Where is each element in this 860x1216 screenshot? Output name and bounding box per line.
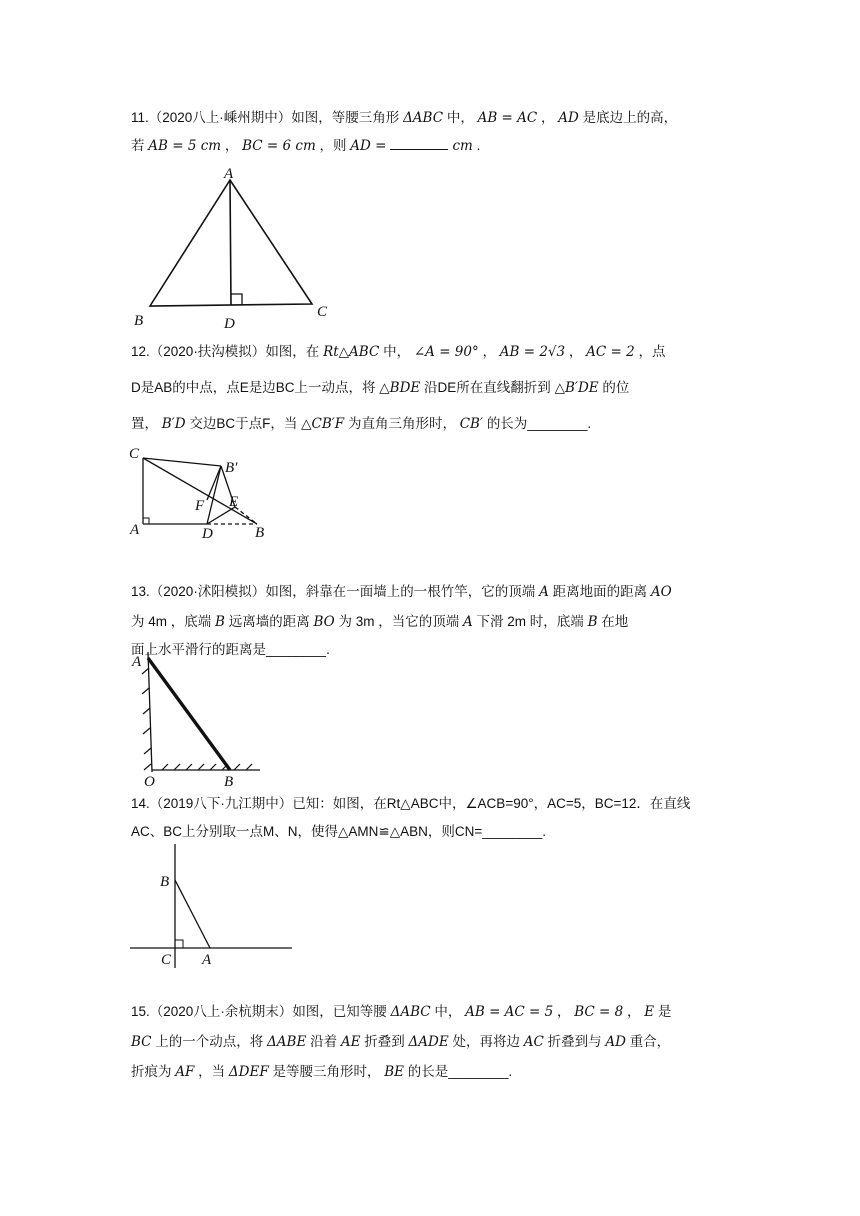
q11-text: ， xyxy=(541,110,555,125)
label-d: D xyxy=(224,316,235,332)
q12-line-2 xyxy=(131,374,731,402)
question-14 xyxy=(131,790,731,846)
q13-math: BO xyxy=(313,614,335,630)
q12-source: （2020·扶沟模拟） xyxy=(149,344,266,359)
q15-math: ΔDEF xyxy=(228,1064,269,1080)
q15-text: 处，再将边 xyxy=(452,1034,520,1049)
q15-math: AF xyxy=(175,1064,195,1080)
q12-math: B′D xyxy=(161,416,186,432)
q11-text: ， xyxy=(224,138,239,153)
q11-line-2 xyxy=(131,132,731,160)
altitude-ad xyxy=(230,180,231,305)
q15-math: BC = 8 xyxy=(574,1004,624,1020)
q14-text: AC、BC上分别取一点M、N，使得△AMN≌△ABN，则CN=________. xyxy=(131,824,547,839)
right-angle-mark xyxy=(231,294,242,305)
label-c: C xyxy=(129,446,140,462)
label-a: A xyxy=(130,522,140,538)
q15-math: AD xyxy=(605,1034,626,1050)
label-d: D xyxy=(202,526,213,540)
q11-math: AB = 5 cm xyxy=(148,138,222,154)
label-c: C xyxy=(161,952,172,968)
q12-math: △BDE xyxy=(379,380,421,396)
q12-line-1: 12.（2020·扶沟模拟）如图，在 Rt△ABC 中， ∠A = 90° ， AB = 2√3 ， AC = 2 ，点 xyxy=(131,344,666,360)
q15-line-1: 15.（2020八上·余杭期末）如图，已知等腰 ΔABC 中， AB = AC = 5 ， BC = 8 ， E 是 xyxy=(131,1004,672,1020)
q11-source: （2020八上·嵊州期中） xyxy=(148,110,292,125)
q13-math: B xyxy=(215,614,225,630)
question-11 xyxy=(131,104,731,160)
q15-text: 的长是________. xyxy=(407,1064,513,1079)
q15-text: 重合， xyxy=(629,1034,671,1049)
q11-text: 是底边上的高， xyxy=(582,110,678,125)
q13-text: 面上水平滑行的距离是________. xyxy=(131,642,330,657)
q15-number: 15. xyxy=(131,1004,150,1019)
q13-math: AO xyxy=(650,584,672,600)
q12-text: 的位 xyxy=(602,380,630,395)
q11-math: AD = xyxy=(350,138,387,154)
q13-text: 在地 xyxy=(601,614,629,629)
question-15 xyxy=(131,998,731,1086)
figure-12-fold xyxy=(127,444,277,540)
q12-math: AB = 2√3 xyxy=(499,344,566,360)
question-12 xyxy=(131,338,731,438)
q12-text: 中， xyxy=(383,344,411,359)
q15-math: AE xyxy=(340,1034,361,1050)
q15-math: E xyxy=(644,1004,655,1020)
q12-text: D是AB的中点，点E是边BC上一动点，将 xyxy=(131,380,376,395)
q13-text: 距离地面的距离 xyxy=(552,584,648,599)
label-b: B xyxy=(224,774,234,788)
q12-text: 如图，在 xyxy=(265,344,320,359)
q11-text: ，则 xyxy=(319,138,347,153)
q13-text: 为 3m ，当它的顶端 xyxy=(338,614,460,629)
q11-text: 中， xyxy=(446,110,474,125)
q15-line-3 xyxy=(131,1058,731,1086)
q15-text: ，当 xyxy=(198,1064,226,1079)
figure-11-triangle xyxy=(130,162,340,334)
q11-text: 如图，等腰三角形 xyxy=(291,110,400,125)
q13-text: 如图，斜靠在一面墙上的一根竹竿，它的顶端 xyxy=(265,584,536,599)
q15-text: 上的一个动点，将 xyxy=(155,1034,264,1049)
q12-text: 的长为________. xyxy=(486,416,592,431)
q12-math: AC = 2 xyxy=(586,344,635,360)
label-a: A xyxy=(132,654,142,670)
q14-text: 已知：如图，在Rt△ABC中，∠ACB=90°，AC=5，BC=12．在直线 xyxy=(292,796,691,811)
q15-text: 中， xyxy=(434,1004,462,1019)
q15-text: 折叠到与 xyxy=(547,1034,602,1049)
q11-math: AD xyxy=(558,110,579,126)
q12-text: 沿DE所在直线翻折到 xyxy=(424,380,551,395)
q11-text: . xyxy=(476,138,481,153)
q12-number: 12. xyxy=(131,344,150,359)
q13-line-1 xyxy=(131,578,731,606)
q11-math: ΔABC xyxy=(403,110,444,126)
label-a: A xyxy=(224,166,234,182)
q14-number: 14. xyxy=(131,796,150,811)
label-b: B xyxy=(160,874,170,890)
q15-text: 如图，已知等腰 xyxy=(292,1004,387,1019)
q11-answer-blank[interactable] xyxy=(390,135,448,150)
q15-math: ΔADE xyxy=(408,1034,449,1050)
q14-source: （2019八下·九江期中） xyxy=(149,796,293,811)
q13-math: A xyxy=(539,584,549,600)
q11-line-1 xyxy=(131,104,731,132)
bamboo-pole xyxy=(148,658,230,770)
label-e: E xyxy=(229,494,239,510)
q15-text: 是 xyxy=(657,1004,672,1019)
q11-math: cm xyxy=(452,138,473,154)
q11-math: AB = AC xyxy=(477,110,538,126)
figure-14-axes xyxy=(128,840,298,972)
q15-text: 折叠到 xyxy=(364,1034,405,1049)
q12-line-3 xyxy=(131,410,731,438)
q15-math: ΔABE xyxy=(267,1034,307,1050)
q14-line-1 xyxy=(131,790,731,818)
q12-text: 置， xyxy=(131,416,158,431)
q15-math: AC xyxy=(523,1034,544,1050)
q13-number: 13. xyxy=(131,584,150,599)
q11-number: 11. xyxy=(131,110,149,125)
q15-math: ΔABC xyxy=(390,1004,431,1020)
label-b: B xyxy=(134,313,144,329)
q15-text: 沿着 xyxy=(310,1034,338,1049)
q15-source: （2020八上·余杭期末） xyxy=(149,1004,293,1019)
label-o: O xyxy=(144,774,155,788)
q11-math: BC = 6 cm xyxy=(242,138,316,154)
q11-text: 若 xyxy=(131,138,145,153)
q13-math: A xyxy=(463,614,473,630)
q15-math: BC xyxy=(131,1034,152,1050)
q12-math: Rt△ABC xyxy=(323,344,380,360)
q13-text: 下滑 2m 时，底端 xyxy=(476,614,584,629)
label-f: F xyxy=(195,498,205,514)
q15-text: 是等腰三角形时， xyxy=(272,1064,381,1079)
q15-line-2 xyxy=(131,1028,731,1056)
q15-math: AB = AC = 5 xyxy=(465,1004,554,1020)
label-b: B xyxy=(255,525,265,540)
q12-math: CB′ xyxy=(459,416,484,432)
q13-math: B xyxy=(587,614,598,630)
q13-text: 远离墙的距离 xyxy=(228,614,310,629)
q12-math: △B′DE xyxy=(554,380,599,396)
q12-text: ，点 xyxy=(638,344,666,359)
q15-math: BE xyxy=(384,1064,405,1080)
label-b-prime: B′ xyxy=(225,460,238,476)
label-c: C xyxy=(317,304,328,320)
q12-text: 为直角三角形时， xyxy=(347,416,456,431)
q13-line-2 xyxy=(131,608,731,636)
q15-text: 折痕为 xyxy=(131,1064,172,1079)
figure-13-ladder xyxy=(128,636,268,788)
q12-math: △CB′F xyxy=(301,416,345,432)
q13-source: （2020·沭阳模拟） xyxy=(149,584,266,599)
label-a: A xyxy=(202,952,212,968)
q12-text: 交边BC于点F，当 xyxy=(189,416,298,431)
q13-text: 为 4m ，底端 xyxy=(131,614,212,629)
q12-math: ∠A = 90° xyxy=(413,344,479,360)
